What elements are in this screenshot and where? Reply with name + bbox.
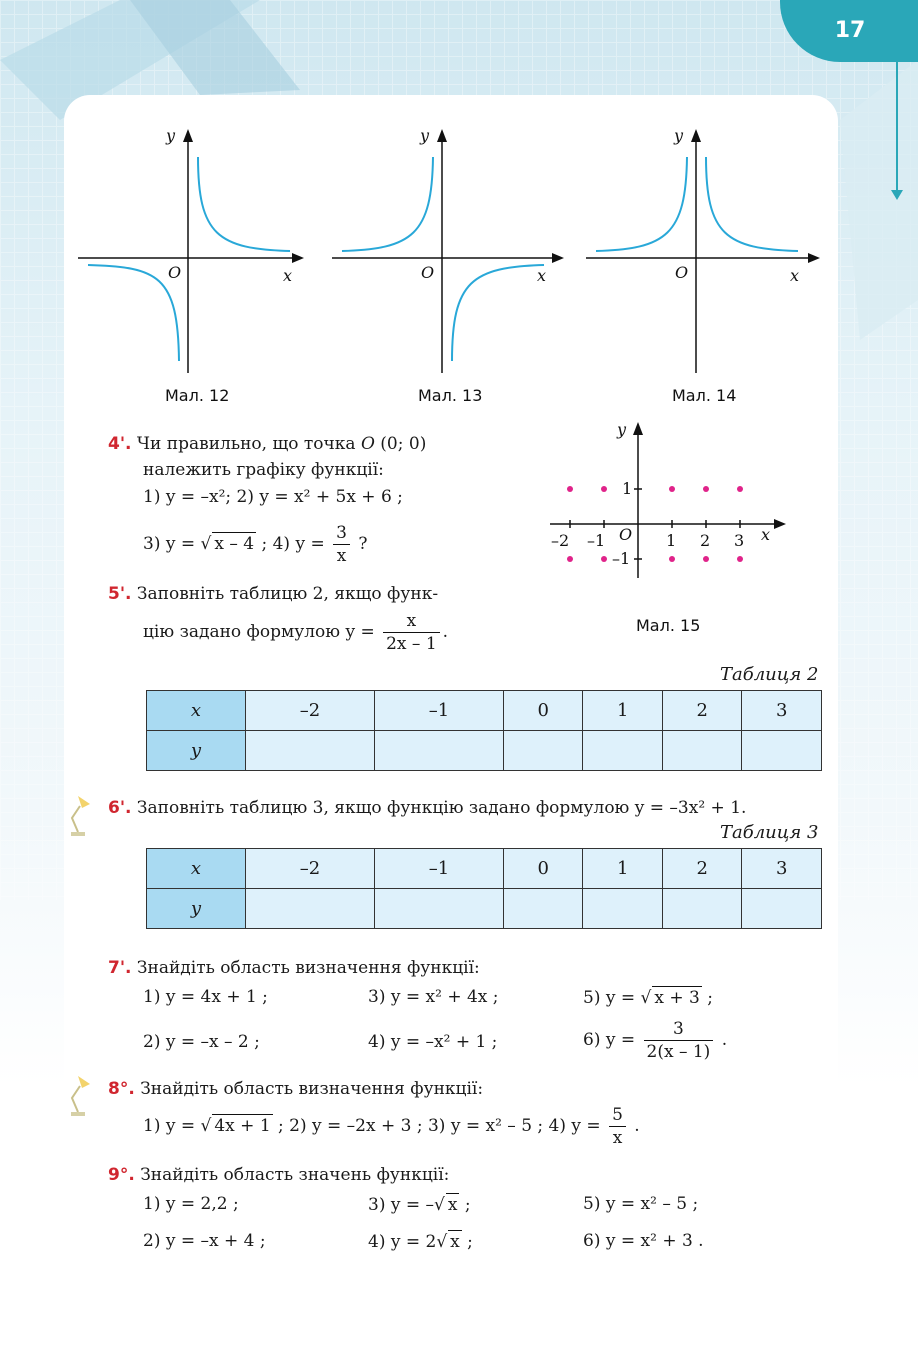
- arrow-down-icon: [891, 190, 903, 200]
- ex4-end: ?: [352, 534, 368, 554]
- ex4-i3-prefix: 3) y =: [143, 534, 201, 554]
- fig15-point: [737, 556, 743, 562]
- lamp-icon: [64, 792, 94, 842]
- lamp-icon: [64, 1072, 94, 1122]
- table2-cell: 2: [662, 691, 741, 731]
- ex8-items: 1) y = √ 4x + 1 ; 2) y = –2x + 3 ; 3) y = x² – 5 ; 4) y = $\frac{5}{x}$ .: [143, 1105, 640, 1148]
- ex8-items-mid: ; 2) y = –2x + 3 ; 3) y = x² – 5 ; 4) y =: [272, 1116, 607, 1136]
- table3-cell: 3: [742, 849, 822, 889]
- fig15-tick-y-neg1: –1: [612, 549, 631, 568]
- fig13-y-label: y: [420, 126, 430, 145]
- fig13-caption: Мал. 13: [418, 386, 483, 405]
- table3-cell: [662, 889, 741, 929]
- ex4-line2: належить графіку функції:: [143, 460, 384, 480]
- ex9-i3-prefix: 3) y = –: [368, 1195, 435, 1215]
- fig15-point: [567, 556, 573, 562]
- ex8-end: .: [628, 1116, 640, 1136]
- ex7-i6-end: .: [716, 1030, 728, 1050]
- figure-13-graph: [332, 125, 572, 375]
- fig12-caption: Мал. 12: [165, 386, 230, 405]
- table-3: [146, 848, 822, 929]
- table3-cell: y: [147, 889, 246, 929]
- ex7-i5-end: ;: [701, 988, 713, 1008]
- fig15-tick-x-3: 3: [734, 531, 745, 550]
- ex7-item-2: 2) y = –x – 2 ;: [143, 1032, 260, 1052]
- table3-row-x: [147, 849, 822, 889]
- ex5-line1: [108, 583, 438, 605]
- ex4-fraction: [333, 522, 350, 567]
- table3-cell: –1: [375, 849, 504, 889]
- ex4-text-1: Чи правильно, що точка: [136, 434, 356, 454]
- figure-14-graph: [586, 125, 826, 375]
- fig15-x-label: x: [761, 525, 771, 544]
- fig12-x-label: x: [283, 266, 293, 285]
- table2-cell: 1: [583, 691, 662, 731]
- ex7-number: 7'.: [108, 958, 132, 978]
- ex7-i6-num: 3: [644, 1018, 714, 1041]
- ex9-item-2: 2) y = –x + 4 ;: [143, 1231, 266, 1251]
- ex4-number: 4'.: [108, 434, 132, 454]
- table3-row-y: [147, 889, 822, 929]
- table2-cell: x: [147, 691, 246, 731]
- fig15-y-label: y: [617, 420, 627, 439]
- ex9-i3-end: ;: [459, 1195, 471, 1215]
- ex8-i1-radicand: 4x + 1: [214, 1116, 271, 1136]
- page-number: 17: [834, 18, 866, 43]
- ex7-i6-den: 2(x – 1): [646, 1042, 711, 1062]
- ex9-number: 9°.: [108, 1165, 135, 1185]
- fig15-caption: Мал. 15: [636, 616, 701, 635]
- table3-cell: [504, 889, 583, 929]
- fig14-y-label: y: [674, 126, 684, 145]
- ex5-number: 5'.: [108, 584, 132, 604]
- fig14-x-label: x: [790, 266, 800, 285]
- ex5-text-1: Заповніть таблицю 2, якщо функ-: [136, 584, 439, 604]
- table3-cell: –2: [246, 849, 375, 889]
- table2-cell: [246, 731, 375, 771]
- ex8-line: [108, 1078, 483, 1100]
- fig14-origin-label: O: [675, 263, 689, 282]
- ex9-item-1: 1) y = 2,2 ;: [143, 1194, 239, 1214]
- table3-cell: [375, 889, 504, 929]
- ex4-i3-mid: ; 4) y =: [256, 534, 331, 554]
- ex9-item-6: 6) y = x² + 3 .: [583, 1231, 704, 1251]
- ex8-fraction: [609, 1104, 626, 1149]
- table2-row-y: [147, 731, 822, 771]
- ex6-text: Заповніть таблицю 3, якщо функцію задано формулою y = –3x² + 1.: [136, 798, 747, 818]
- figure-12-graph: [78, 125, 308, 375]
- table3-cell: 1: [583, 849, 662, 889]
- fig15-tick-x-neg1: –1: [587, 531, 606, 550]
- table2-caption: Таблиця 2: [720, 664, 819, 685]
- ex5-end: .: [442, 622, 449, 642]
- ex8-number: 8°.: [108, 1079, 135, 1099]
- fig15-point: [601, 486, 607, 492]
- ex9-item-5: 5) y = x² – 5 ;: [583, 1194, 699, 1214]
- ex9-item-4: 4) y = 2√ x ;: [368, 1232, 473, 1252]
- fig14-caption: Мал. 14: [672, 386, 737, 405]
- ex5-frac-den: 2x – 1: [386, 634, 437, 654]
- ex9-i4-radicand: x: [450, 1232, 460, 1252]
- table2-cell: [742, 731, 822, 771]
- fig15-tick-y-1: 1: [622, 479, 633, 498]
- fig15-point: [567, 486, 573, 492]
- ex7-item-4: 4) y = –x² + 1 ;: [368, 1032, 498, 1052]
- fig15-point: [703, 556, 709, 562]
- ex8-i1-prefix: 1) y =: [143, 1116, 201, 1136]
- ex7-i5-radicand: x + 3: [654, 988, 700, 1008]
- ex9-item-3: 3) y = –√ x ;: [368, 1195, 471, 1215]
- table2-cell: [375, 731, 504, 771]
- ex7-i5-prefix: 5) y =: [583, 988, 641, 1008]
- table2-row-x: [147, 691, 822, 731]
- ex7-line: [108, 957, 480, 979]
- ex4-items-1-2: 1) y = –x²; 2) y = x² + 5x + 6 ;: [143, 487, 403, 507]
- fig15-point: [737, 486, 743, 492]
- ex7-item-3: 3) y = x² + 4x ;: [368, 987, 499, 1007]
- ex7-text: Знайдіть область визначення функції:: [136, 958, 480, 978]
- table2-cell: [504, 731, 583, 771]
- table3-cell: [246, 889, 375, 929]
- ex7-i6-fraction: [644, 1018, 714, 1063]
- ex4-coords: (0; 0): [380, 434, 427, 454]
- fig15-point: [669, 486, 675, 492]
- ex9-i4-prefix: 4) y = 2: [368, 1232, 437, 1252]
- ex5-text-2: цію задано формулою y =: [143, 622, 381, 642]
- ex9-line: [108, 1164, 449, 1186]
- ex8-frac-num: 5: [609, 1104, 626, 1127]
- arrow-down-icon-line: [896, 62, 898, 192]
- fig15-point: [703, 486, 709, 492]
- fig15-point: [669, 556, 675, 562]
- table2-cell: –1: [375, 691, 504, 731]
- fig13-origin-label: O: [421, 263, 435, 282]
- fig15-tick-x-2: 2: [700, 531, 711, 550]
- ex7-item-1: 1) y = 4x + 1 ;: [143, 987, 268, 1007]
- table-2: [146, 690, 822, 771]
- ex4-frac-den: x: [336, 546, 347, 566]
- ex4-point: O: [360, 434, 375, 454]
- fig12-y-label: y: [166, 126, 176, 145]
- table3-caption: Таблиця 3: [720, 822, 819, 843]
- ex9-text: Знайдіть область значень функції:: [140, 1165, 450, 1185]
- ex5-fraction: [383, 610, 440, 655]
- table3-cell: x: [147, 849, 246, 889]
- fig15-tick-x-1: 1: [666, 531, 677, 550]
- ex4-frac-num: 3: [333, 522, 350, 545]
- ex9-i3-radicand: x: [447, 1195, 458, 1215]
- ex4-line1: [108, 433, 426, 455]
- fig13-x-label: x: [537, 266, 547, 285]
- table2-cell: [583, 731, 662, 771]
- fig15-tick-x-neg2: –2: [551, 531, 570, 550]
- table3-cell: [742, 889, 822, 929]
- ex8-text: Знайдіть область визначення функції:: [140, 1079, 484, 1099]
- ex7-item-5: 5) y = √ x + 3 ;: [583, 988, 713, 1008]
- fig12-origin-label: O: [168, 263, 182, 282]
- ex4-items-3-4: 3) y = √ x – 4 ; 4) y = $\frac{3}{x}$ ?: [143, 523, 368, 566]
- table3-cell: [583, 889, 662, 929]
- ex5-frac-num: x: [383, 610, 440, 633]
- table2-cell: y: [147, 731, 246, 771]
- figure-15-graph: [548, 418, 793, 578]
- ex7-i6-prefix: 6) y =: [583, 1030, 641, 1050]
- ex5-line2: [143, 610, 448, 655]
- ex6-number: 6'.: [108, 798, 132, 818]
- fig15-point: [601, 556, 607, 562]
- table2-cell: 0: [504, 691, 583, 731]
- ex4-i3-radicand: x – 4: [214, 534, 255, 554]
- ex8-frac-den: x: [612, 1128, 623, 1148]
- table2-cell: –2: [246, 691, 375, 731]
- ex7-item-6: [583, 1018, 727, 1063]
- table2-cell: [662, 731, 741, 771]
- fig15-origin-label: O: [619, 525, 633, 544]
- ex6-line: [108, 797, 746, 819]
- ex9-i4-end: ;: [461, 1232, 473, 1252]
- table2-cell: 3: [742, 691, 822, 731]
- table3-cell: 0: [504, 849, 583, 889]
- table3-cell: 2: [662, 849, 741, 889]
